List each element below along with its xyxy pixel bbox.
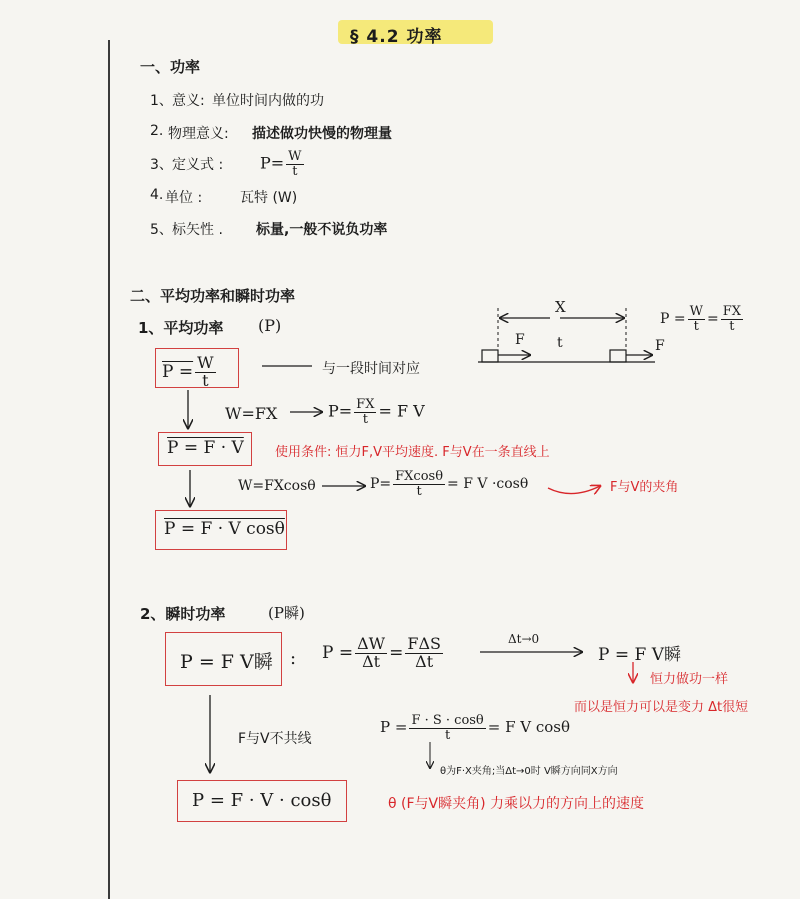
fraction-denominator: Δt <box>362 651 381 671</box>
explanation-note: 而以是恒力可以是变力 Δt很短 <box>574 700 749 715</box>
item-label: 意义: <box>172 93 205 109</box>
box-lhs: P = <box>162 361 194 382</box>
box-formula <box>162 355 218 390</box>
not-collinear-label: F与V不共线 <box>238 731 312 747</box>
item-number: 3、 <box>150 157 173 173</box>
instant-power-symbol: (P瞬) <box>268 604 305 622</box>
item-label: 物理意义: <box>168 126 229 142</box>
section2-heading: 二、平均功率和瞬时功率 <box>130 287 296 305</box>
step2-p: P= <box>370 476 392 493</box>
step2-formula <box>370 470 528 498</box>
item-label: 标矢性 . <box>172 222 223 238</box>
angle-note: F与V的夹角 <box>610 480 679 495</box>
item-text: 瓦特 (W) <box>240 190 298 206</box>
item-number: 2. <box>150 123 164 139</box>
colon: : <box>290 648 297 669</box>
step1-rhs: = F V <box>378 401 425 421</box>
fraction-denominator: t <box>444 727 451 743</box>
inst-fraction-2 <box>405 636 443 671</box>
fraction-numerator: FX <box>722 304 741 319</box>
fraction-numerator: FX <box>356 397 375 412</box>
average-power-box-3 <box>155 510 287 550</box>
instant-result: P = F V瞬 <box>598 645 681 665</box>
section1-heading: 一、功率 <box>140 58 201 76</box>
item-text: 单位时间内做的功 <box>212 93 324 109</box>
constant-force-note: 恒力做功一样 <box>650 672 729 687</box>
box-formula: P = F · V · cosθ <box>192 790 332 811</box>
fraction-denominator: t <box>693 318 699 334</box>
step1-formula <box>328 398 425 426</box>
step1-fraction <box>354 398 376 426</box>
step2-work: W=FXcosθ <box>238 478 316 494</box>
average-power-box-1 <box>155 348 239 388</box>
diagram-x-label: X <box>555 298 566 316</box>
diagram-fraction-2 <box>721 305 743 333</box>
fraction-denominator: t <box>202 370 209 390</box>
diagram-fraction-1 <box>688 305 705 333</box>
step1-p: P= <box>328 401 353 421</box>
eq3-fraction <box>409 714 485 742</box>
fraction-denominator: Δt <box>415 651 434 671</box>
equation-3 <box>380 714 570 742</box>
fraction-numerator: ΔW <box>357 634 386 653</box>
margin-line <box>108 40 110 899</box>
usage-condition: 使用条件: 恒力F,V平均速度. F与V在一条直线上 <box>275 445 550 460</box>
item-label: 单位 : <box>165 190 203 206</box>
theta-note: θ为F·X夹角;当Δt→0时 V瞬方向同X方向 <box>440 766 618 777</box>
diagram-formula <box>660 305 745 333</box>
inst-fraction-1 <box>355 636 387 671</box>
final-note: θ (F与V瞬夹角) 力乘以力的方向上的速度 <box>388 796 645 812</box>
average-power-box-2 <box>158 432 252 466</box>
step1-work: W=FX <box>225 404 278 423</box>
diagram-p: P = <box>660 311 686 328</box>
item-number: 4. <box>150 187 164 203</box>
fraction-numerator: F · S · cosθ <box>411 713 484 728</box>
diagram-block-2 <box>610 350 626 362</box>
instant-power-box-1 <box>165 632 282 686</box>
box-formula: P = F · V <box>167 438 244 458</box>
average-power-title: 1、平均功率 <box>138 319 224 337</box>
fraction-denominator: t <box>362 411 368 427</box>
fraction-denominator: t <box>416 483 422 499</box>
fraction-numerator: FΔS <box>407 634 441 653</box>
angle-note-arrow <box>548 486 600 494</box>
fraction-numerator: W <box>689 304 703 319</box>
eq3-rhs: = F V cosθ <box>487 718 571 737</box>
fraction-denominator: t <box>292 163 298 179</box>
diagram-eq: = <box>706 311 719 328</box>
average-power-note: 与一段时间对应 <box>322 361 420 377</box>
inst-eq: = <box>389 642 404 663</box>
eq3-p: P = <box>380 718 408 737</box>
instant-power-box-2 <box>177 780 347 822</box>
box-fraction <box>195 355 215 390</box>
instant-equation <box>322 636 445 671</box>
step2-rhs: = F V ·cosθ <box>447 476 529 493</box>
fraction-numerator: W <box>197 353 214 372</box>
diagram-t-label: t <box>557 335 563 351</box>
page-title: § 4.2 功率 <box>350 27 443 47</box>
box-formula: P = F · V cosθ <box>164 519 285 539</box>
diagram-force-1: F <box>515 332 525 348</box>
limit-label: Δt→0 <box>508 632 540 646</box>
instant-power-title: 2、瞬时功率 <box>140 605 226 623</box>
inst-p: P = <box>322 642 354 663</box>
formula-p: P= <box>260 153 285 173</box>
fraction-denominator: t <box>729 318 735 334</box>
item-number: 1、 <box>150 93 173 109</box>
item-text: 描述做功快慢的物理量 <box>252 126 392 142</box>
definition-formula <box>260 150 306 178</box>
item-number: 5、 <box>150 222 173 238</box>
step2-fraction <box>393 470 445 498</box>
definition-fraction <box>286 150 303 178</box>
diagram-block-1 <box>482 350 498 362</box>
item-text: 标量,一般不说负功率 <box>256 222 388 238</box>
item-label: 定义式 : <box>172 157 224 173</box>
box-formula: P = F V瞬 <box>180 651 273 673</box>
fraction-numerator: W <box>288 149 302 164</box>
diagram-force-2: F <box>655 338 665 354</box>
fraction-numerator: FXcosθ <box>395 469 444 484</box>
average-power-symbol: (P) <box>258 316 282 335</box>
